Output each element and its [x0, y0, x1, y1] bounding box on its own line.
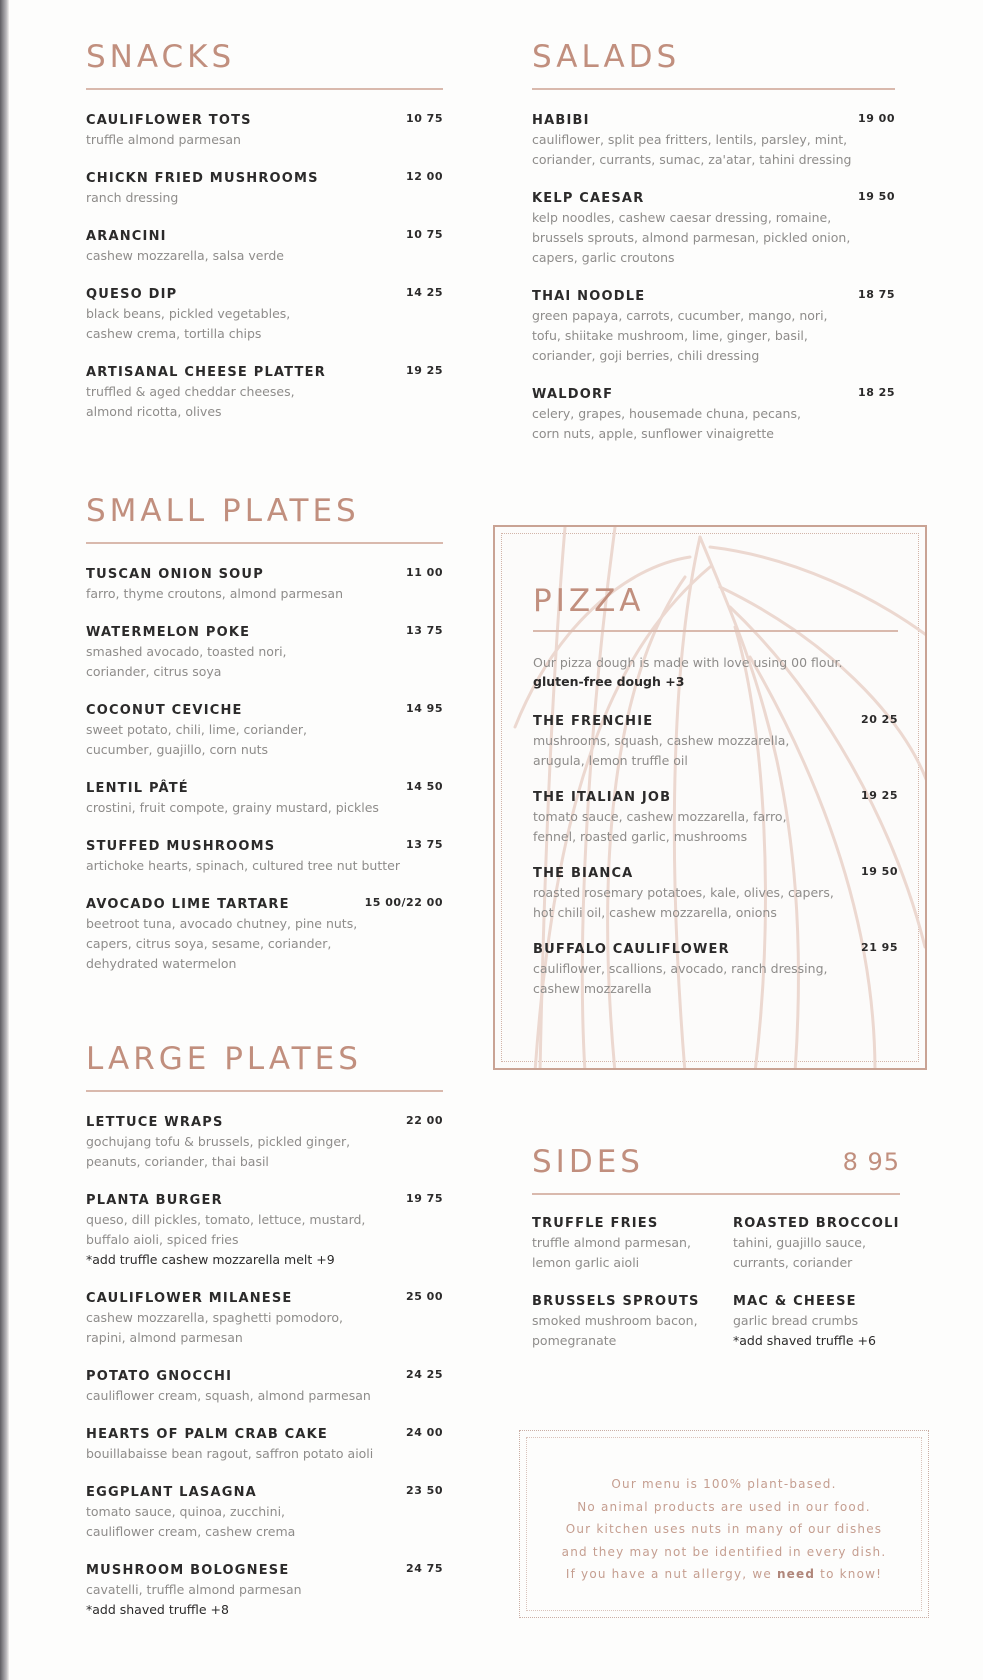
menu-item-description: tofu, shiitake mushroom, lime, ginger, basil, — [532, 328, 808, 343]
menu-item — [532, 112, 895, 170]
pizza-content — [533, 582, 898, 999]
menu-item-description: dehydrated watermelon — [86, 956, 237, 971]
menu-item-description: coriander, citrus soya — [86, 664, 222, 679]
menu-item-description: fennel, roasted garlic, mushrooms — [533, 829, 748, 844]
side-item — [733, 1215, 908, 1273]
menu-item-name: HEARTS OF PALM CRAB CAKE — [86, 1427, 329, 1442]
menu-item-price: 18 75 — [858, 288, 895, 301]
menu-item-description: tomato sauce, quinoa, zucchini, — [86, 1504, 286, 1519]
menu-item-name: TUSCAN ONION SOUP — [86, 567, 264, 582]
menu-item-price: 14 95 — [406, 702, 443, 715]
menu-item-name: THE FRENCHIE — [533, 714, 654, 729]
menu-item-description: cauliflower cream, squash, almond parmesan — [86, 1388, 371, 1403]
small-plates-section — [86, 492, 443, 974]
menu-item-price: 19 75 — [406, 1192, 443, 1205]
menu-item-price: 22 00 — [406, 1114, 443, 1127]
menu-item-list — [86, 1114, 443, 1620]
section-title: SNACKS — [86, 39, 236, 75]
menu-item — [86, 286, 443, 344]
side-item — [733, 1293, 908, 1351]
menu-item-name: BUFFALO CAULIFLOWER — [533, 942, 730, 957]
menu-item-description: cashew mozzarella — [533, 981, 652, 996]
menu-binding-edge — [0, 0, 9, 1680]
menu-item-price: 19 25 — [406, 364, 443, 377]
notice-allergy-post: to know! — [815, 1567, 883, 1581]
menu-item-description: queso, dill pickles, tomato, lettuce, mustard, — [86, 1212, 366, 1227]
menu-item-name: THAI NOODLE — [532, 289, 646, 304]
snacks-section — [86, 38, 443, 422]
menu-item — [86, 896, 443, 974]
menu-item-price: 20 25 — [861, 713, 898, 726]
menu-item-name: CHICKN FRIED MUSHROOMS — [86, 171, 319, 186]
menu-item-price: 25 00 — [406, 1290, 443, 1303]
menu-item-price: 11 00 — [406, 566, 443, 579]
menu-item — [86, 364, 443, 422]
menu-item-price: 14 25 — [406, 286, 443, 299]
menu-item-name: ARTISANAL CHEESE PLATTER — [86, 365, 326, 380]
menu-item-name: POTATO GNOCCHI — [86, 1369, 233, 1384]
menu-item-price: 19 25 — [861, 789, 898, 802]
menu-item-price: 15 00/22 00 — [364, 896, 443, 909]
menu-item-description: coriander, goji berries, chili dressing — [532, 348, 760, 363]
menu-item-description: artichoke hearts, spinach, cultured tree nut butter — [86, 858, 400, 873]
notice-allergy-emphasis: need — [776, 1567, 816, 1581]
notice-line: Our menu is 100% plant-based. — [611, 1477, 837, 1491]
menu-item-name: LETTUCE WRAPS — [86, 1115, 224, 1130]
menu-item — [86, 702, 443, 760]
menu-item-description: capers, garlic croutons — [532, 250, 675, 265]
menu-item-name: PLANTA BURGER — [86, 1193, 223, 1208]
pizza-intro-block — [533, 652, 898, 689]
menu-item-description: black beans, pickled vegetables, — [86, 306, 291, 321]
menu-item — [532, 288, 895, 366]
menu-item — [86, 1290, 443, 1348]
menu-item-price: 24 75 — [406, 1562, 443, 1575]
menu-item-name: EGGPLANT LASAGNA — [86, 1485, 257, 1500]
menu-item-description: truffle almond parmesan — [86, 132, 241, 147]
menu-item-description: cashew crema, tortilla chips — [86, 326, 262, 341]
menu-item-price: 13 75 — [406, 838, 443, 851]
section-title: SIDES — [532, 1144, 644, 1180]
side-item-addon-note: *add shaved truffle +6 — [733, 1333, 876, 1348]
notice-text — [520, 1473, 928, 1586]
side-item — [532, 1215, 707, 1273]
menu-item-name: LENTIL PÂTÉ — [86, 781, 189, 796]
menu-item-price: 12 00 — [406, 170, 443, 183]
menu-item-description: rapini, almond parmesan — [86, 1330, 243, 1345]
side-item-description: currants, coriander — [733, 1255, 853, 1270]
menu-item-price: 24 00 — [406, 1426, 443, 1439]
menu-item — [86, 112, 443, 150]
sides-header — [532, 1143, 900, 1181]
menu-item-name: HABIBI — [532, 113, 590, 128]
menu-item — [533, 941, 898, 999]
plant-based-notice — [519, 1430, 929, 1618]
menu-item-description: capers, citrus soya, sesame, coriander, — [86, 936, 332, 951]
menu-item-price: 10 75 — [406, 112, 443, 125]
pizza-panel — [493, 525, 927, 1070]
section-title: LARGE PLATES — [86, 1041, 362, 1077]
salads-section — [532, 38, 895, 444]
menu-item-description: mushrooms, squash, cashew mozzarella, — [533, 733, 790, 748]
menu-item — [533, 713, 898, 771]
menu-item — [86, 1114, 443, 1172]
menu-item — [86, 1484, 443, 1542]
side-item-name: TRUFFLE FRIES — [532, 1216, 659, 1231]
menu-item-description: celery, grapes, housemade chuna, pecans, — [532, 406, 801, 421]
menu-item-description: smashed avocado, toasted nori, — [86, 644, 287, 659]
menu-item-price: 10 75 — [406, 228, 443, 241]
menu-item-description: truffled & aged cheddar cheeses, — [86, 384, 295, 399]
menu-item-price: 19 50 — [858, 190, 895, 203]
menu-item-description: cauliflower, scallions, avocado, ranch dressing, — [533, 961, 828, 976]
menu-item — [86, 1562, 443, 1620]
menu-item — [533, 865, 898, 923]
menu-item-description: cashew mozzarella, spaghetti pomodoro, — [86, 1310, 343, 1325]
menu-item-name: CAULIFLOWER MILANESE — [86, 1291, 293, 1306]
side-item-name: ROASTED BROCCOLI — [733, 1216, 900, 1231]
menu-item-description: buffalo aioli, spiced fries — [86, 1232, 239, 1247]
side-item-description: tahini, guajillo sauce, — [733, 1235, 866, 1250]
menu-item-name: MUSHROOM BOLOGNESE — [86, 1563, 290, 1578]
section-title: SMALL PLATES — [86, 493, 360, 529]
menu-item-addon-note: *add truffle cashew mozzarella melt +9 — [86, 1252, 335, 1267]
side-item — [532, 1293, 707, 1351]
menu-item — [86, 780, 443, 818]
menu-item-name: THE ITALIAN JOB — [533, 790, 672, 805]
menu-item-description: roasted rosemary potatoes, kale, olives, capers, — [533, 885, 834, 900]
section-rule — [86, 1090, 443, 1092]
menu-item-description: cucumber, guajillo, corn nuts — [86, 742, 269, 757]
menu-item — [86, 838, 443, 876]
notice-line: and they may not be identified in every dish. — [561, 1544, 887, 1559]
side-item-description: lemon garlic aioli — [532, 1255, 640, 1270]
large-plates-section — [86, 1040, 443, 1620]
menu-item-description: gochujang tofu & brussels, pickled ginger, — [86, 1134, 351, 1149]
menu-item-description: bouillabaisse bean ragout, saffron potato aioli — [86, 1446, 374, 1461]
menu-item-name: QUESO DIP — [86, 287, 178, 302]
menu-item-description: beetroot tuna, avocado chutney, pine nuts, — [86, 916, 358, 931]
section-rule — [86, 88, 443, 90]
menu-item-price: 14 50 — [406, 780, 443, 793]
notice-line: No animal products are used in our food. — [577, 1499, 871, 1514]
notice-line: Our kitchen uses nuts in many of our dishes — [565, 1522, 883, 1536]
menu-item-description: crostini, fruit compote, grainy mustard, pickles — [86, 800, 379, 815]
menu-item-description: ranch dressing — [86, 190, 179, 205]
menu-item — [533, 789, 898, 847]
section-rule — [86, 542, 443, 544]
section-rule — [533, 630, 898, 632]
menu-item — [532, 190, 895, 268]
menu-item-description: tomato sauce, cashew mozzarella, farro, — [533, 809, 787, 824]
menu-item-description: farro, thyme croutons, almond parmesan — [86, 586, 344, 601]
menu-item-list — [86, 566, 443, 974]
menu-item-name: WALDORF — [532, 387, 614, 402]
menu-item — [86, 566, 443, 604]
menu-item-description: cashew mozzarella, salsa verde — [86, 248, 284, 263]
menu-item-description: green papaya, carrots, cucumber, mango, nori, — [532, 308, 828, 323]
menu-item-name: STUFFED MUSHROOMS — [86, 839, 276, 854]
menu-item-description: peanuts, coriander, thai basil — [86, 1154, 269, 1169]
section-title: PIZZA — [533, 583, 645, 619]
menu-item-list — [86, 112, 443, 422]
menu-item-price: 18 25 — [858, 386, 895, 399]
menu-item-price: 19 50 — [861, 865, 898, 878]
menu-item-addon-note: *add shaved truffle +8 — [86, 1602, 229, 1617]
menu-item-name: ARANCINI — [86, 229, 167, 244]
gluten-free-note: gluten-free dough +3 — [533, 674, 685, 689]
menu-item-name: KELP CAESAR — [532, 191, 645, 206]
menu-item — [532, 386, 895, 444]
menu-item — [86, 1368, 443, 1406]
side-item-description: garlic bread crumbs — [733, 1313, 859, 1328]
pizza-intro-text: Our pizza dough is made with love using 00 flour. — [533, 655, 843, 670]
menu-item-list — [532, 112, 895, 444]
menu-item — [86, 624, 443, 682]
menu-item-name: THE BIANCA — [533, 866, 634, 881]
menu-item-name: CAULIFLOWER TOTS — [86, 113, 252, 128]
menu-item-description: kelp noodles, cashew caesar dressing, romaine, — [532, 210, 832, 225]
menu-item-description: coriander, currants, sumac, za'atar, tahini dressing — [532, 152, 852, 167]
menu-item-price: 13 75 — [406, 624, 443, 637]
menu-item-description: corn nuts, apple, sunflower vinaigrette — [532, 426, 774, 441]
side-item-description: pomegranate — [532, 1333, 617, 1348]
menu-item-description: brussels sprouts, almond parmesan, pickled onion, — [532, 230, 851, 245]
section-rule — [532, 88, 895, 90]
menu-item-name: AVOCADO LIME TARTARE — [86, 897, 290, 912]
section-rule — [532, 1193, 900, 1195]
notice-line-allergy — [520, 1563, 928, 1586]
menu-item-description: arugula, lemon truffle oil — [533, 753, 688, 768]
menu-item — [86, 1192, 443, 1270]
menu-item-price: 24 25 — [406, 1368, 443, 1381]
menu-item — [86, 228, 443, 266]
menu-item-list — [533, 713, 898, 999]
menu-item-description: sweet potato, chili, lime, coriander, — [86, 722, 308, 737]
side-item-name: BRUSSELS SPROUTS — [532, 1294, 700, 1309]
menu-item-price: 23 50 — [406, 1484, 443, 1497]
menu-item-description: cauliflower, split pea fritters, lentils, parsley, mint, — [532, 132, 848, 147]
side-item-description: smoked mushroom bacon, — [532, 1313, 698, 1328]
menu-item-description: cauliflower cream, cashew crema — [86, 1524, 296, 1539]
menu-item-description: cavatelli, truffle almond parmesan — [86, 1582, 302, 1597]
section-title: SALADS — [532, 39, 681, 75]
menu-item — [86, 1426, 443, 1464]
sides-price: 8 95 — [842, 1148, 900, 1176]
menu-item-description: hot chili oil, cashew mozzarella, onions — [533, 905, 777, 920]
menu-item — [86, 170, 443, 208]
menu-item-name: WATERMELON POKE — [86, 625, 251, 640]
sides-grid — [532, 1215, 900, 1365]
menu-item-price: 21 95 — [861, 941, 898, 954]
notice-allergy-pre: If you have a nut allergy, we — [565, 1567, 777, 1581]
menu-item-price: 19 00 — [858, 112, 895, 125]
side-item-name: MAC & CHEESE — [733, 1294, 857, 1309]
menu-item-name: COCONUT CEVICHE — [86, 703, 243, 718]
side-item-description: truffle almond parmesan, — [532, 1235, 691, 1250]
sides-section — [532, 1143, 900, 1365]
menu-item-description: almond ricotta, olives — [86, 404, 222, 419]
